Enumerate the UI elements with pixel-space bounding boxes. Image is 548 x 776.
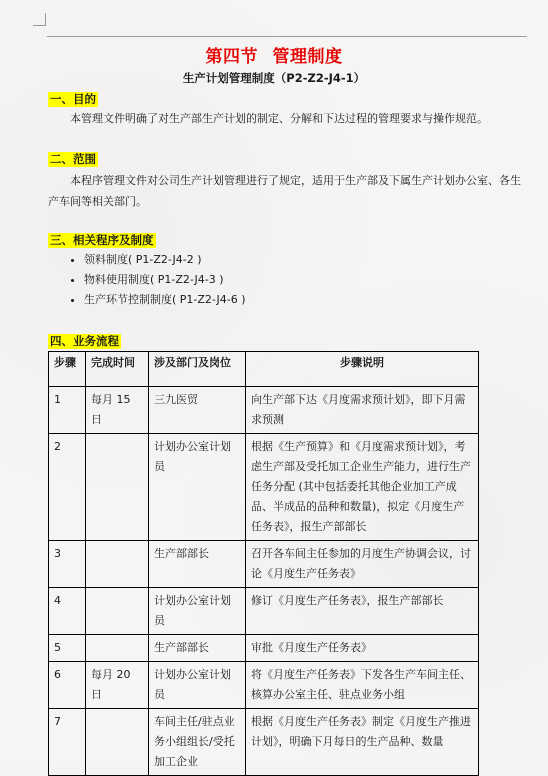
column-header-step: 步骤 bbox=[49, 352, 86, 387]
table-row bbox=[49, 541, 479, 588]
cell-description: 将《月度生产任务表》下发各生产车间主任、核算办公室主任、驻点业务小组 bbox=[246, 662, 479, 709]
cell-department: 生产部部长 bbox=[149, 635, 246, 662]
cell-time bbox=[86, 541, 149, 588]
cell-description: 修订《月度生产任务表》，报生产部部长 bbox=[246, 588, 479, 635]
list-item: • 领料制度( P1-Z2-J4-2 ) bbox=[84, 250, 246, 270]
column-header-description: 步骤说明 bbox=[246, 352, 479, 387]
cell-description: 召开各车间主任参加的月度生产协调会议，讨论《月度生产任务表》 bbox=[246, 541, 479, 588]
cell-step: 2 bbox=[49, 434, 86, 541]
cell-time: 每月 15 日 bbox=[86, 387, 149, 434]
cell-step: 7 bbox=[49, 709, 86, 776]
table-row bbox=[49, 635, 479, 662]
cell-step: 1 bbox=[49, 387, 86, 434]
cell-description: 审批《月度生产任务表》 bbox=[246, 635, 479, 662]
cell-department: 计划办公室计划员 bbox=[149, 434, 246, 541]
cell-time bbox=[86, 635, 149, 662]
cell-department: 计划办公室计划员 bbox=[149, 662, 246, 709]
table-header-row bbox=[49, 352, 479, 387]
page-corner-mark bbox=[33, 13, 46, 26]
cell-department: 车间主任/驻点业务小组组长/受托加工企业 bbox=[149, 709, 246, 776]
cell-step: 6 bbox=[49, 662, 86, 709]
table-row bbox=[49, 662, 479, 709]
paragraph-scope: 本程序管理文件对公司生产计划管理进行了规定，适用于生产部及下属生产计划办公室、各生产车间等相关部门。 bbox=[48, 174, 521, 208]
cell-description: 向生产部下达《月度需求预计划》，即下月需求预测 bbox=[246, 387, 479, 434]
cell-time bbox=[86, 709, 149, 776]
heading-purpose: 一、目的 bbox=[50, 92, 96, 106]
cell-time bbox=[86, 434, 149, 541]
list-item: • 物料使用制度( P1-Z2-J4-3 ) bbox=[84, 270, 246, 290]
header-rule bbox=[47, 36, 527, 37]
list-item: • 生产环节控制制度( P1-Z2-J4-6 ) bbox=[84, 290, 246, 310]
flow-table bbox=[48, 351, 479, 776]
cell-department: 生产部部长 bbox=[149, 541, 246, 588]
cell-department: 三九医贸 bbox=[149, 387, 246, 434]
related-list bbox=[48, 250, 246, 310]
heading-related: 三、相关程序及制度 bbox=[50, 233, 154, 247]
column-header-department: 涉及部门及岗位 bbox=[149, 352, 246, 387]
cell-description: 根据《月度生产任务表》制定《月度生产推进计划》，明确下月每日的生产品种、数量 bbox=[246, 709, 479, 776]
heading-scope: 二、范围 bbox=[50, 152, 96, 166]
page-title: 第四节 管理制度 bbox=[205, 47, 343, 67]
table-row bbox=[49, 709, 479, 776]
page-subtitle: 生产计划管理制度（P2-Z2-J4-1） bbox=[182, 71, 366, 85]
paragraph-purpose: 本管理文件明确了对生产部生产计划的制定、分解和下达过程的管理要求与操作规范。 bbox=[70, 112, 488, 125]
table-row bbox=[49, 387, 479, 434]
heading-flow: 四、业务流程 bbox=[50, 334, 119, 348]
cell-time bbox=[86, 588, 149, 635]
table-row bbox=[49, 434, 479, 541]
cell-step: 4 bbox=[49, 588, 86, 635]
column-header-time: 完成时间 bbox=[86, 352, 149, 387]
cell-step: 3 bbox=[49, 541, 86, 588]
cell-department: 计划办公室计划员 bbox=[149, 588, 246, 635]
cell-description: 根据《生产预算》和《月度需求预计划》，考虑生产部及受托加工企业生产能力，进行生产任务分配 (其中包括委托其他企业加工产成品、半成品的品种和数量)，拟定《月度生产任务表》，报生产部部长 bbox=[246, 434, 479, 541]
cell-step: 5 bbox=[49, 635, 86, 662]
table-row bbox=[49, 588, 479, 635]
cell-time: 每月 20 日 bbox=[86, 662, 149, 709]
